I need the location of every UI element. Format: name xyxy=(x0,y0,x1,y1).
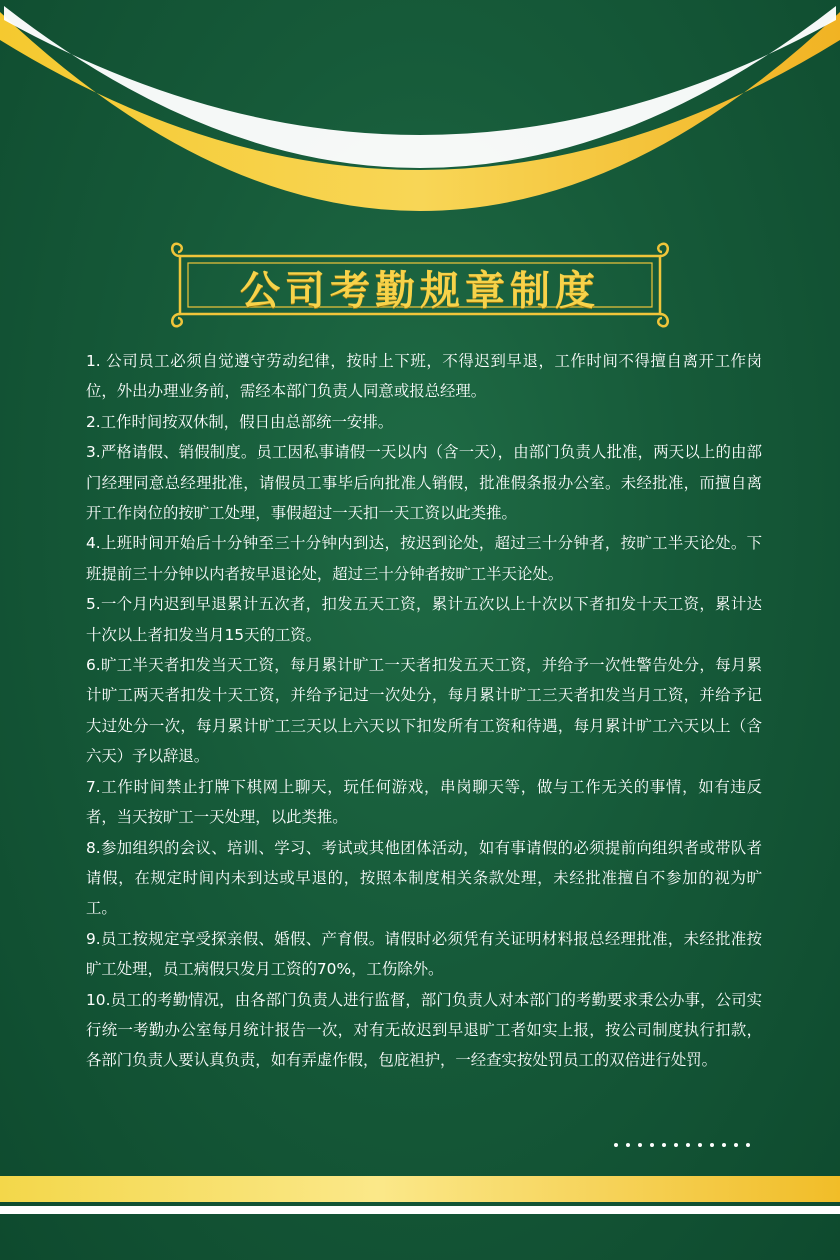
top-ribbon-arc xyxy=(0,0,840,230)
rule-item: 6.旷工半天者扣发当天工资，每月累计旷工一天者扣发五天工资，并给予一次性警告处分，每月累计旷工两天者扣发十天工资，并给予记过一次处分，每月累计旷工三天者扣发当月工资，并给予记大过处分一次，每月累计旷工三天以上六天以下扣发所有工资和待遇，每月累计旷工六天以上（含六天）予以辞退。 xyxy=(86,656,762,766)
rules-list xyxy=(86,346,762,1076)
rule-item: 8.参加组织的会议、培训、学习、考试或其他团体活动，如有事请假的必须提前向组织者或带队者请假，在规定时间内未到达或早退的，按照本制度相关条款处理，未经批准擅自不参加的视为旷工。 xyxy=(86,838,762,918)
rule-item: 9.员工按规定享受探亲假、婚假、产育假。请假时必须凭有关证明材料报总经理批准，未经批准按旷工处理，员工病假只发月工资的70%，工伤除外。 xyxy=(86,929,762,979)
rule-item: 3.严格请假、销假制度。员工因私事请假一天以内（含一天），由部门负责人批准，两天以上的由部门经理同意总经理批准，请假员工事毕后向批准人销假，批准假条报办公室。未经批准，而擅自离开工作岗位的按旷工处理，事假超过一天扣一天工资以此类推。 xyxy=(86,443,762,523)
rule-item: 10.员工的考勤情况，由各部门负责人进行监督，部门负责人对本部门的考勤要求秉公办事，公司实行统一考勤办公室每月统计报告一次，对有无故迟到早退旷工者如实上报，按公司制度执行扣款，各部门负责人要认真负责，如有弄虚作假，包庇袒护，一经查实按处罚员工的双倍进行处罚。 xyxy=(86,990,762,1070)
page-title: 公司考勤规章制度 xyxy=(240,266,600,314)
rule-item: 4.上班时间开始后十分钟至三十分钟内到达，按迟到论处，超过三十分钟者，按旷工半天论处。下班提前三十分钟以内者按早退论处，超过三十分钟者按旷工半天论处。 xyxy=(86,534,762,583)
rule-item: 5.一个月内迟到早退累计五次者，扣发五天工资，累计五次以上十次以下者扣发十天工资，累计达十次以上者扣发当月15天的工资。 xyxy=(86,595,762,644)
rule-item: 1. 公司员工必须自觉遵守劳动纪律，按时上下班，不得迟到早退，工作时间不得擅自离开工作岗位，外出办理业务前，需经本部门负责人同意或报总经理。 xyxy=(86,352,762,401)
rule-item: 2.工作时间按双休制，假日由总部统一安排。 xyxy=(86,412,394,431)
bottom-ribbon-band xyxy=(0,1176,840,1216)
decorative-dots xyxy=(612,1140,762,1150)
rule-item: 7.工作时间禁止打牌下棋网上聊天，玩任何游戏，串岗聊天等，做与工作无关的事情，如有违反者，当天按旷工一天处理，以此类推。 xyxy=(86,777,762,827)
